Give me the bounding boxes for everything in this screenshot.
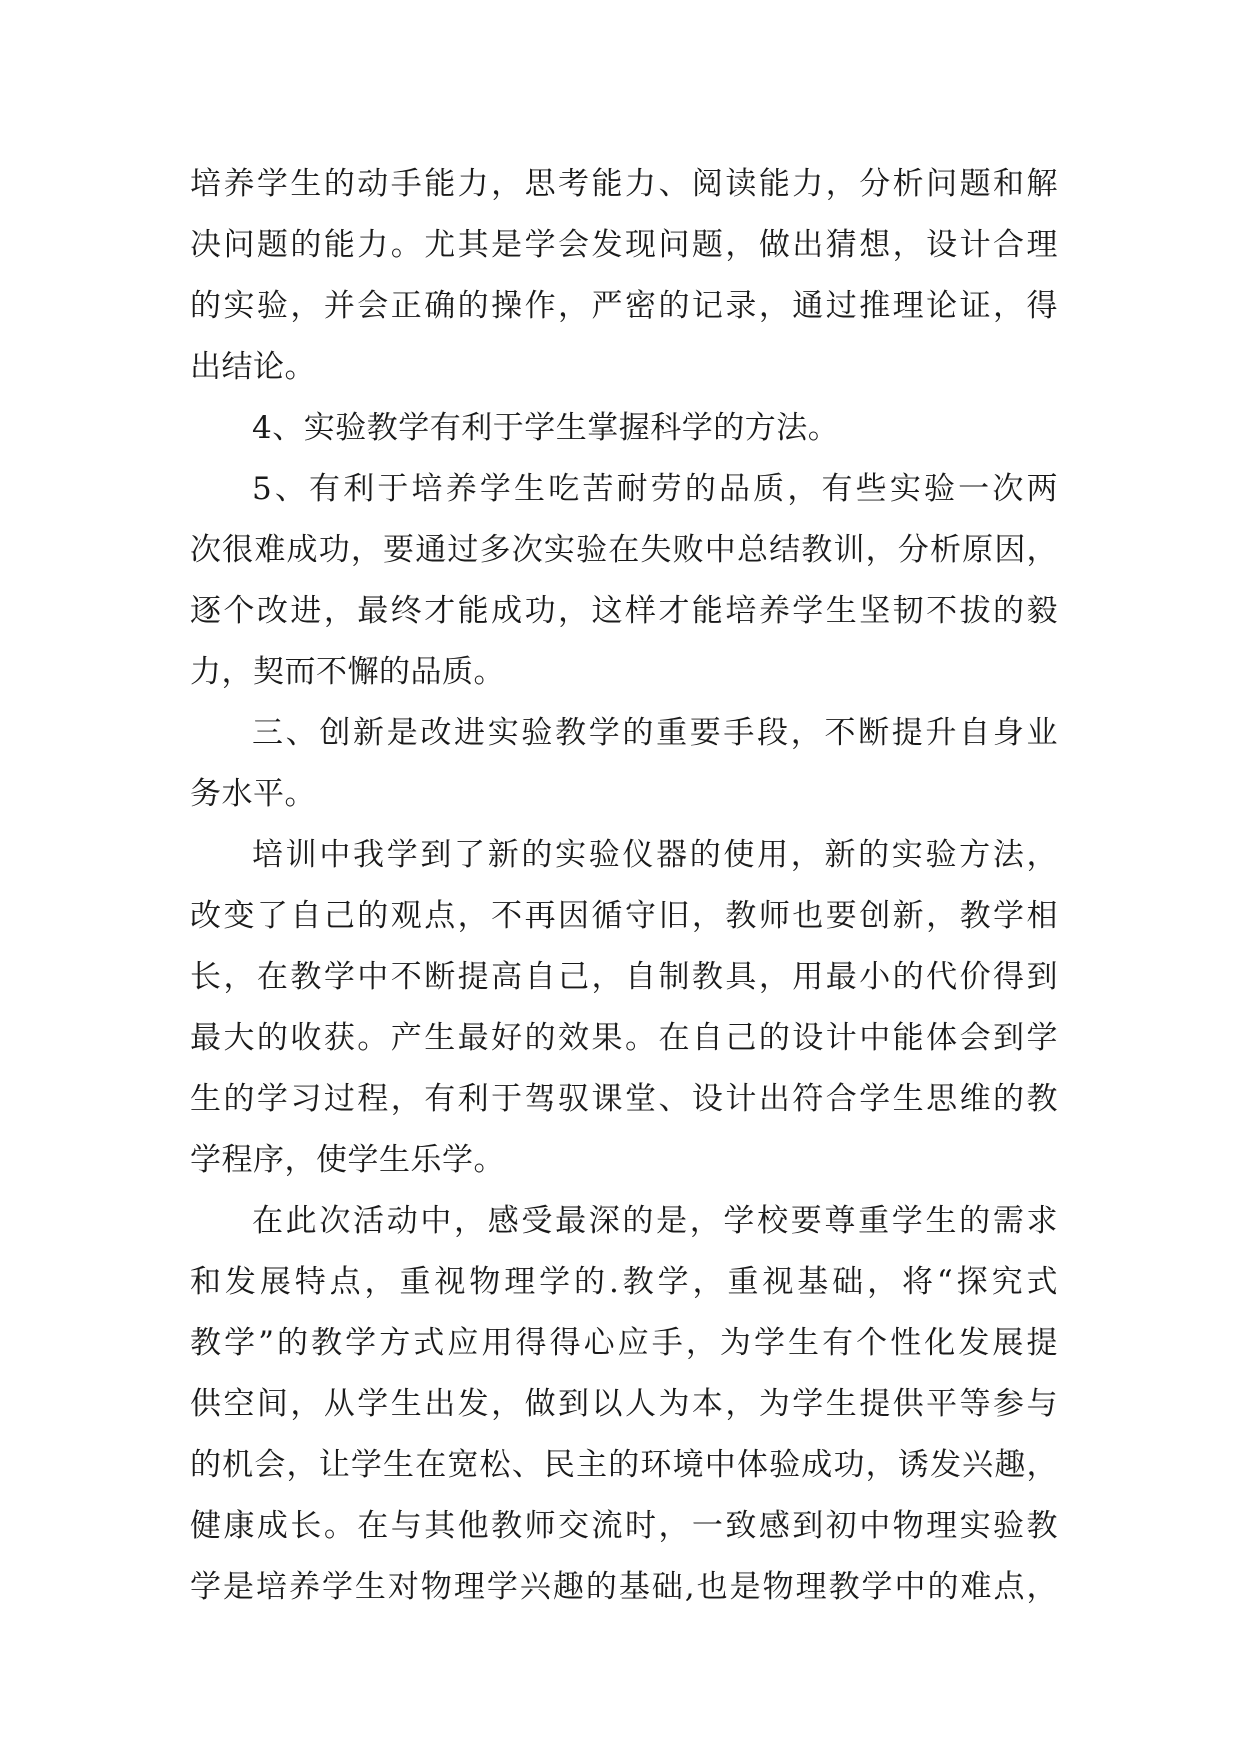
text-line: 改变了自己的观点，不再因循守旧，教师也要创新，教学相 bbox=[190, 898, 1058, 934]
text-line: 出结论。 bbox=[190, 349, 316, 385]
text-line: 最大的收获。产生最好的效果。在自己的设计中能体会到学 bbox=[190, 1020, 1058, 1056]
text-line: 的实验，并会正确的操作，严密的记录，通过推理论证，得 bbox=[190, 288, 1058, 324]
text-line: 供空间，从学生出发，做到以人为本，为学生提供平等参与 bbox=[190, 1386, 1058, 1422]
text-line: 三、创新是改进实验教学的重要手段，不断提升自身业 bbox=[252, 715, 1058, 751]
text-line: 和发展特点，重视物理学的.教学，重视基础，将“探究式 bbox=[190, 1264, 1058, 1300]
text-line: 长，在教学中不断提高自己，自制教具，用最小的代价得到 bbox=[190, 959, 1058, 995]
text-line: 教学”的教学方式应用得得心应手，为学生有个性化发展提 bbox=[190, 1325, 1058, 1361]
text-line: 健康成长。在与其他教师交流时，一致感到初中物理实验教 bbox=[190, 1508, 1058, 1544]
text-line: 学程序，使学生乐学。 bbox=[190, 1142, 505, 1178]
text-line: 的机会，让学生在宽松、民主的环境中体验成功，诱发兴趣， bbox=[190, 1447, 1058, 1483]
text-line: 逐个改进，最终才能成功，这样才能培养学生坚韧不拔的毅 bbox=[190, 593, 1058, 629]
text-line: 5、有利于培养学生吃苦耐劳的品质，有些实验一次两 bbox=[252, 471, 1058, 507]
document-body bbox=[190, 154, 1058, 1618]
text-line: 务水平。 bbox=[190, 776, 316, 812]
text-line: 在此次活动中，感受最深的是，学校要尊重学生的需求 bbox=[252, 1203, 1058, 1239]
text-line: 生的学习过程，有利于驾驭课堂、设计出符合学生思维的教 bbox=[190, 1081, 1058, 1117]
text-line: 培养学生的动手能力，思考能力、阅读能力，分析问题和解 bbox=[190, 166, 1058, 202]
text-line: 决问题的能力。尤其是学会发现问题，做出猜想，设计合理 bbox=[190, 227, 1058, 263]
text-line: 4、实验教学有利于学生掌握科学的方法。 bbox=[252, 410, 840, 446]
text-line: 次很难成功，要通过多次实验在失败中总结教训，分析原因， bbox=[190, 532, 1058, 568]
text-line: 学是培养学生对物理学兴趣的基础,也是物理教学中的难点， bbox=[190, 1569, 1058, 1605]
text-line: 力，契而不懈的品质。 bbox=[190, 654, 505, 690]
text-line: 培训中我学到了新的实验仪器的使用，新的实验方法， bbox=[252, 837, 1058, 873]
